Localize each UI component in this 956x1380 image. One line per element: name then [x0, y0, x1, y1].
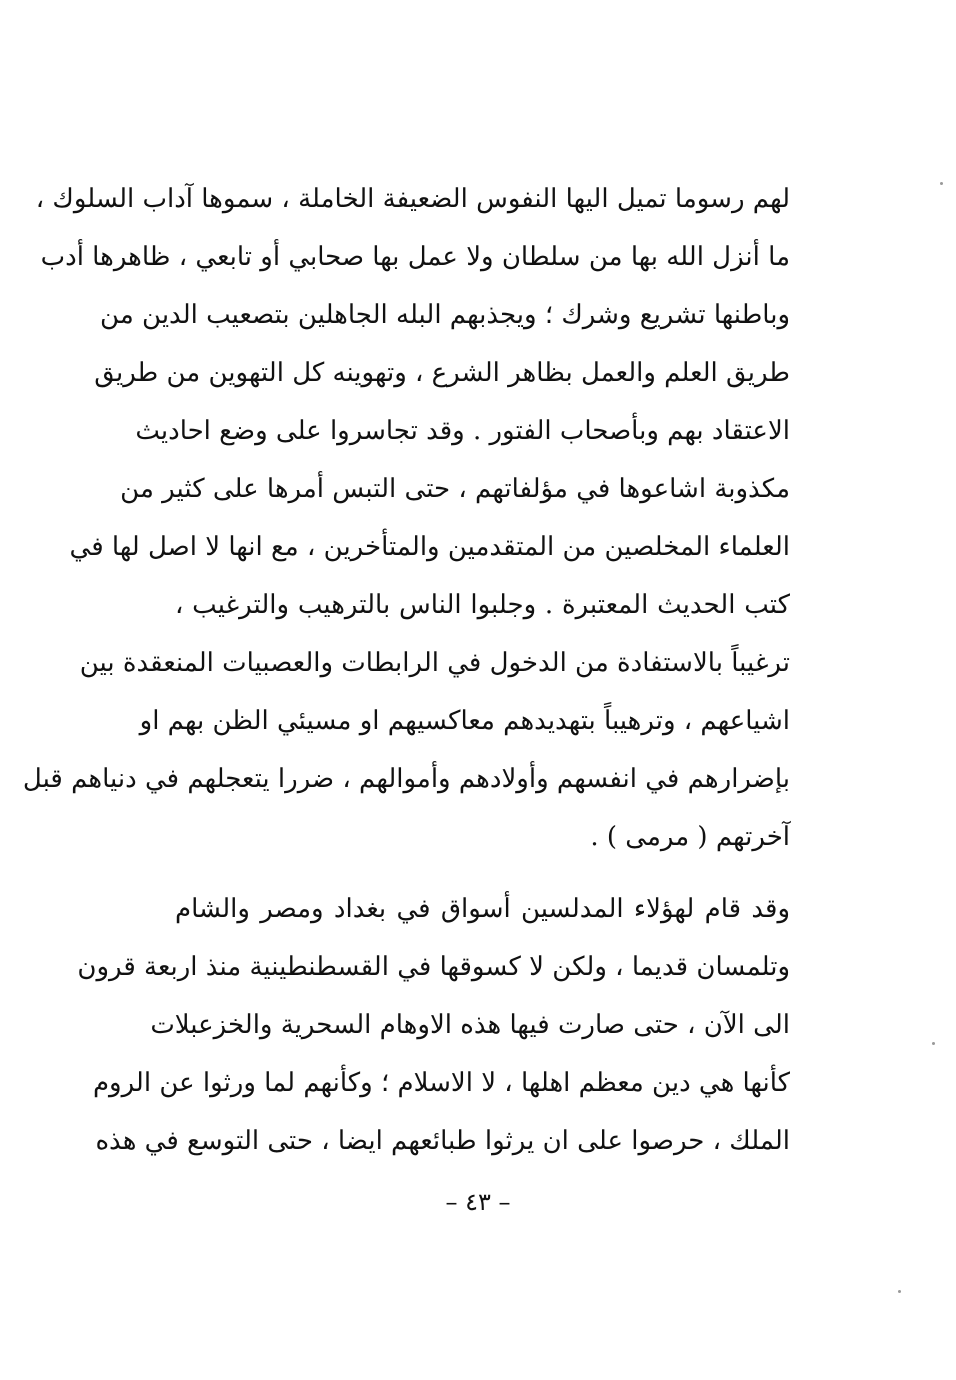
paragraph-1	[22, 170, 790, 866]
text-line: طريق العلم والعمل بظاهر الشرع ، وتهوينه كل التهوين من طريق	[94, 358, 790, 388]
text-line: بإضرارهم في انفسهم وأولادهم وأموالهم ، ضررا يتعجلهم في دنياهم قبل	[22, 764, 790, 794]
text-line: ما أنزل الله بها من سلطان ولا عمل بها صحابي أو تابعي ، ظاهرها أدب	[40, 242, 790, 272]
text-line: الى الآن ، حتى صارت فيها هذه الاوهام السحرية والخزعبلات	[150, 1010, 790, 1040]
paragraph-2	[77, 880, 790, 1170]
text-line: آخرتهم ( مرمى ) .	[590, 822, 790, 852]
text-line: وقد قام لهؤلاء المدلسين أسواق في بغداد ومصر والشام	[175, 894, 790, 924]
text-line: اشياعهم ، وترهيباً بتهديدهم معاكسيهم او مسيئي الظن بهم او	[139, 706, 790, 736]
text-line: كتب الحديث المعتبرة . وجلبوا الناس بالترهيب والترغيب ،	[175, 590, 790, 620]
text-line: وباطنها تشريع وشرك ؛ ويجذبهم البله الجاهلين بتصعيب الدين من	[100, 300, 790, 330]
scan-speck	[940, 182, 943, 185]
text-line: الملك ، حرصوا على ان يرثوا طبائعهم ايضا ، حتى التوسع في هذه	[95, 1126, 790, 1156]
text-line: كأنها هي دين معظم اهلها ، لا الاسلام ؛ وكأنهم لما ورثوا عن الروم	[92, 1068, 790, 1098]
text-line: لهم رسوما تميل اليها النفوس الضعيفة الخاملة ، سموها آداب السلوك ،	[35, 184, 790, 214]
text-line: العلماء المخلصين من المتقدمين والمتأخرين ، مع انها لا اصل لها في	[69, 532, 790, 562]
text-line: وتلمسان قديما ، ولكن لا كسوقها في القسطنطينية منذ اربعة قرون	[77, 952, 790, 982]
text-line: مكذوبة اشاعوها في مؤلفاتهم ، حتى التبس أمرها على كثير من	[120, 474, 790, 504]
text-line: الاعتقاد بهم وبأصحاب الفتور . وقد تجاسروا على وضع احاديث	[135, 416, 790, 446]
scan-speck	[932, 1042, 935, 1045]
text-line: ترغيباً بالاستفادة من الدخول في الرابطات والعصبيات المنعقدة بين	[79, 648, 790, 678]
page-number: – ٤٣ –	[445, 1188, 511, 1216]
scan-speck	[898, 1290, 901, 1293]
